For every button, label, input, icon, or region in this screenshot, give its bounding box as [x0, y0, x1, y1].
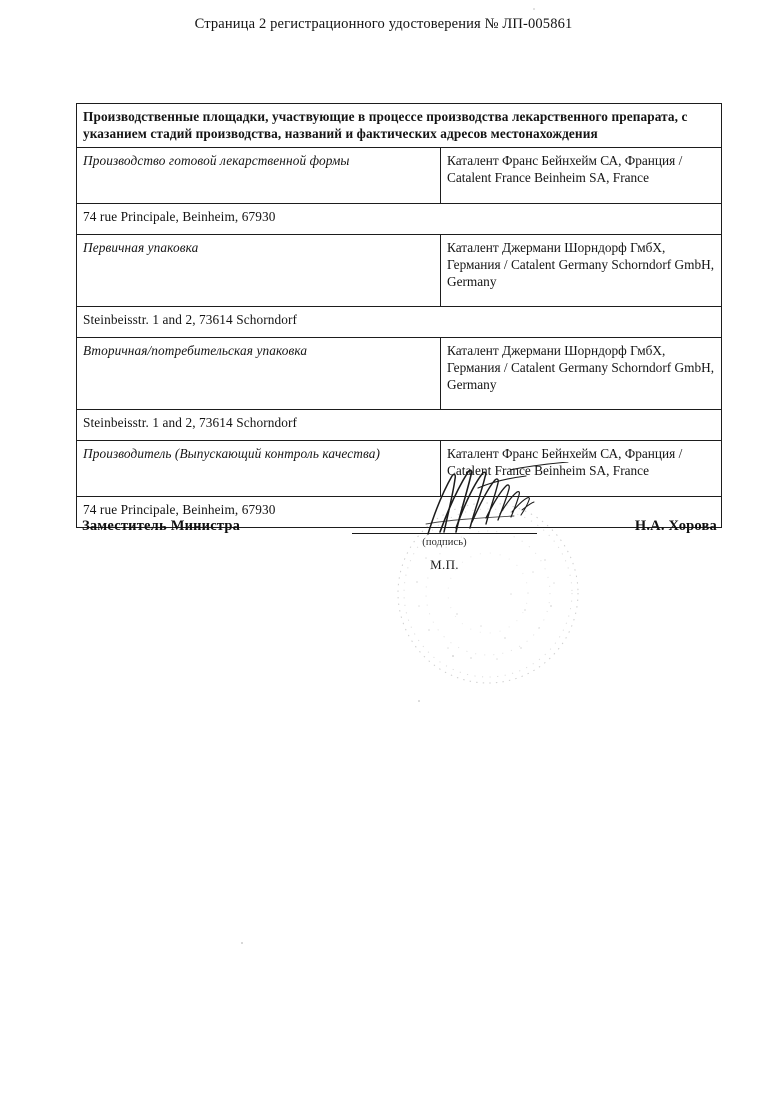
- stage-cell: Производитель (Выпускающий контроль качества): [77, 441, 441, 497]
- table-address-row: [77, 204, 722, 235]
- signature-block: [0, 505, 767, 585]
- table-row: [77, 148, 722, 204]
- manufacturing-sites-table: [76, 103, 722, 528]
- address-cell: Steinbeisstr. 1 and 2, 73614 Schorndorf: [77, 410, 722, 441]
- organization-cell: Каталент Франс Бейнхейм СА, Франция / Catalent France Beinheim SA, France: [441, 441, 722, 497]
- stage-cell: Вторичная/потребительская упаковка: [77, 338, 441, 410]
- table-header-row: [77, 104, 722, 148]
- scan-artifact: [452, 655, 454, 657]
- table-address-row: [77, 307, 722, 338]
- stage-cell: Производство готовой лекарственной формы: [77, 148, 441, 204]
- table-row: [77, 338, 722, 410]
- table-row: [77, 441, 722, 497]
- table-address-row: [77, 410, 722, 441]
- stamp-place-label: М.П.: [430, 557, 459, 572]
- stage-cell: Первичная упаковка: [77, 235, 441, 307]
- organization-cell: Каталент Франс Бейнхейм СА, Франция / Catalent France Beinheim SA, France: [441, 148, 722, 204]
- address-cell: Steinbeisstr. 1 and 2, 73614 Schorndorf: [77, 307, 722, 338]
- table-row: [77, 235, 722, 307]
- signatory-name: Н.А. Хорова: [634, 518, 717, 534]
- address-cell: 74 rue Principale, Beinheim, 67930: [77, 204, 722, 235]
- page-header-title: Страница 2 регистрационного удостоверения № ЛП-005861: [194, 16, 573, 32]
- address-cell: 74 rue Principale, Beinheim, 67930: [77, 497, 722, 528]
- scan-artifact: [418, 700, 420, 702]
- scan-artifact: [533, 8, 535, 10]
- table-header-cell: Производственные площадки, участвующие в процессе производства лекарственного препарата, с указанием стадий производства, названий и фактических адресов местонахождения: [77, 104, 722, 148]
- organization-cell: Каталент Джермани Шорндорф ГмбХ, Германия / Catalent Germany Schorndorf GmbH, Germany: [441, 235, 722, 307]
- signature-caption: (подпись): [422, 537, 467, 548]
- scan-artifact: [241, 942, 243, 944]
- signature-rule: [352, 533, 537, 534]
- organization-cell: Каталент Джермани Шорндорф ГмбХ, Германия / Catalent Germany Schorndorf GmbH, Germany: [441, 338, 722, 410]
- signatory-title: Заместитель Министра: [82, 518, 241, 534]
